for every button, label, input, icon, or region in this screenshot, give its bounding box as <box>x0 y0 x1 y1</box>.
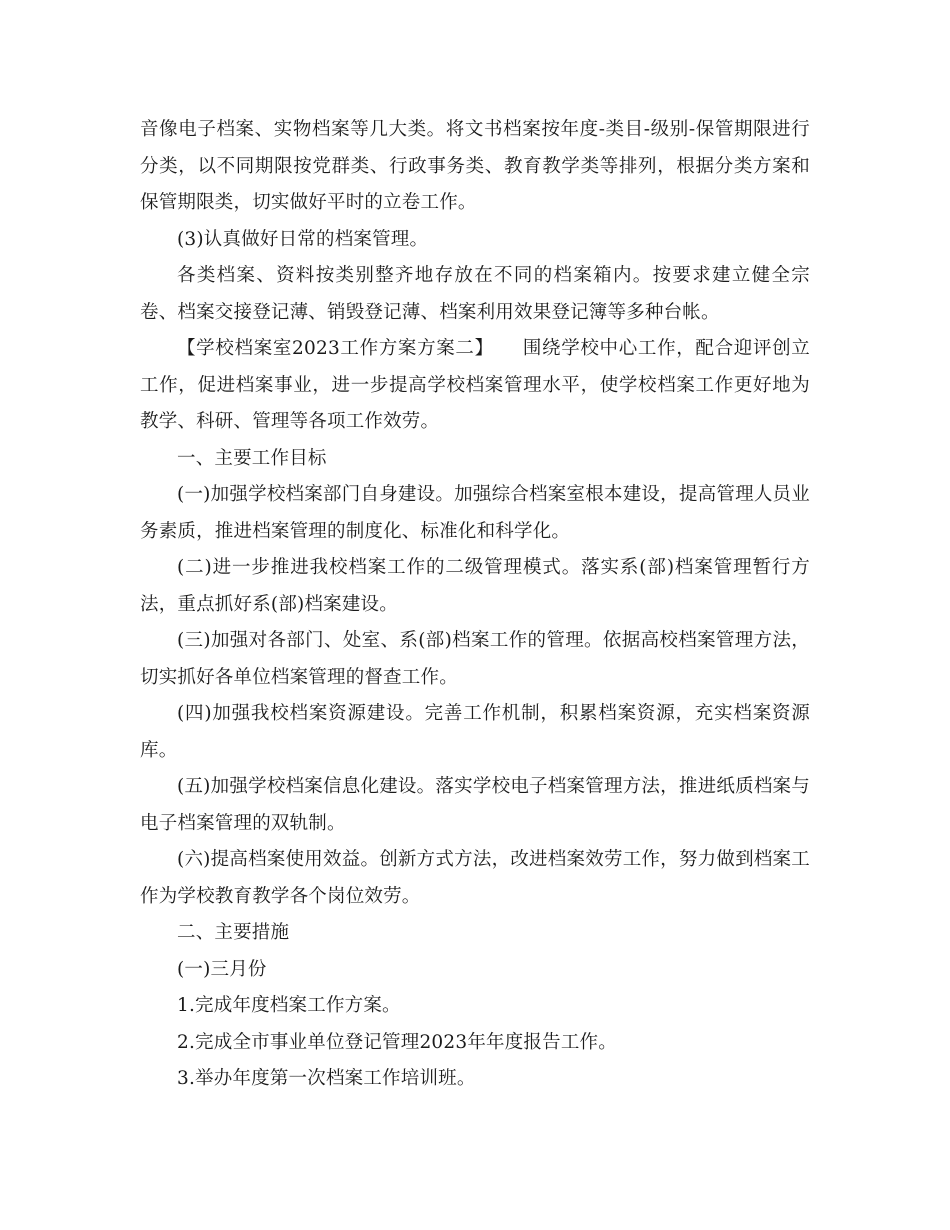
list-item-1: 1.完成年度档案工作方案。 <box>177 995 401 1016</box>
document-body <box>140 112 810 1098</box>
paragraph-storage-ledgers: 各类档案、资料按类别整齐地存放在不同的档案箱内。按要求建立健全宗卷、档案交接登记薄、销毁登记薄、档案利用效果登记簿等多种台帐。 <box>140 265 810 323</box>
list-item-3: 3.举办年度第一次档案工作培训班。 <box>177 1068 476 1089</box>
paragraph-archive-classification: 音像电子档案、实物档案等几大类。将文书档案按年度-类目-级别-保管期限进行分类，以不同期限按党群类、行政事务类、教育教学类等排列，根据分类方案和保管期限类，切实做好平时的立卷工作。 <box>140 119 810 213</box>
paragraph-goal-1: (一)加强学校档案部门自身建设。加强综合档案室根本建设，提高管理人员业务素质，推进档案管理的制度化、标准化和科学化。 <box>140 484 810 542</box>
paragraph-plan-two-intro: 【学校档案室2023工作方案方案二】 围绕学校中心工作，配合迎评创立工作，促进档案事业，进一步提高学校档案管理水平，使学校档案工作更好地为教学、科研、管理等各项工作效劳。 <box>140 338 810 432</box>
subheading-march: (一)三月份 <box>177 958 267 980</box>
section-heading-measures: 二、主要措施 <box>177 922 290 943</box>
paragraph-item-3-heading: (3)认真做好日常的档案管理。 <box>177 228 429 250</box>
paragraph-goal-6: (六)提高档案使用效益。创新方式方法，改进档案效劳工作，努力做到档案工作为学校教育教学各个岗位效劳。 <box>140 849 810 907</box>
paragraph-goal-2: (二)进一步推进我校档案工作的二级管理模式。落实系(部)档案管理暂行方法，重点抓好系(部)档案建设。 <box>140 557 810 615</box>
list-item-2: 2.完成全市事业单位登记管理2023年年度报告工作。 <box>177 1031 617 1053</box>
paragraph-goal-5: (五)加强学校档案信息化建设。落实学校电子档案管理方法，推进纸质档案与电子档案管理的双轨制。 <box>140 776 810 834</box>
section-heading-goals: 一、主要工作目标 <box>177 447 327 469</box>
paragraph-goal-4: (四)加强我校档案资源建设。完善工作机制，积累档案资源，充实档案资源库。 <box>140 703 810 761</box>
paragraph-goal-3: (三)加强对各部门、处室、系(部)档案工作的管理。依据高校档案管理方法，切实抓好各单位档案管理的督查工作。 <box>140 630 810 688</box>
